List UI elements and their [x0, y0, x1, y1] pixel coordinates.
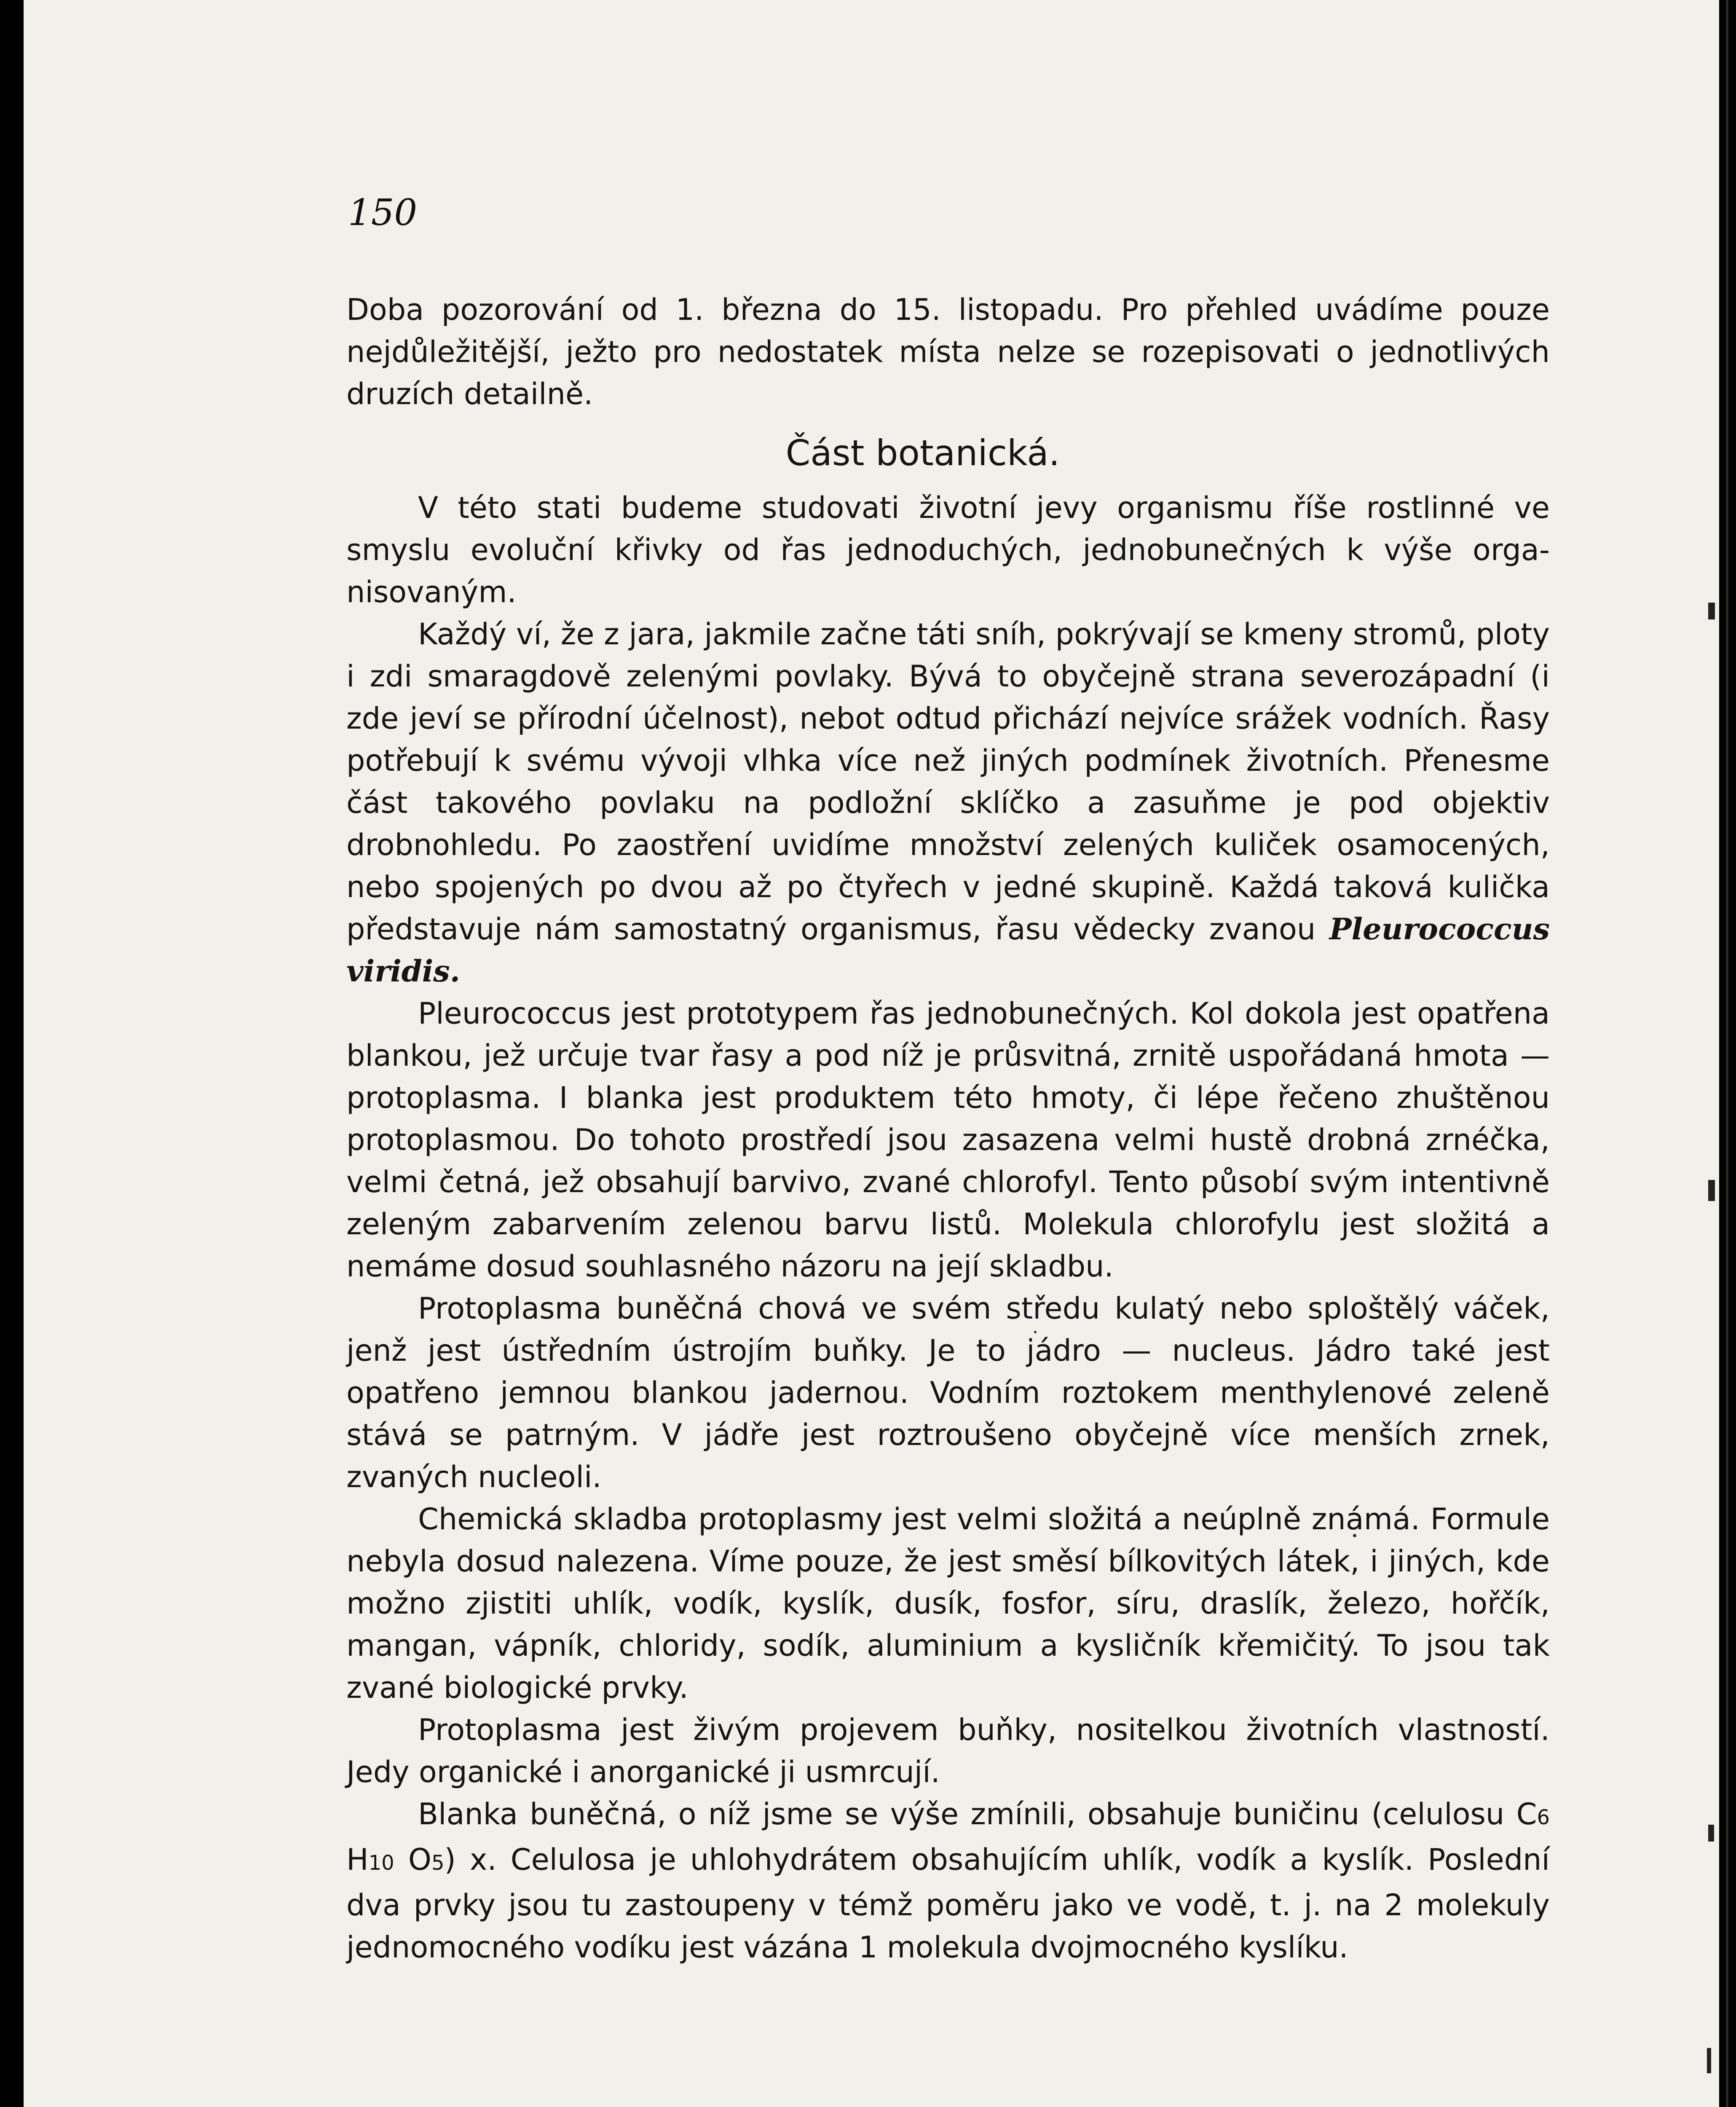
formula-index: 5 — [431, 1851, 445, 1875]
paragraph: Protoplasma jest živým projevem buňky, nositelkou životních vlastností. Jedy organické i anorganické ji usmrcují. — [346, 1713, 1550, 1789]
paragraph: Protoplasma buněčná chová ve svém středu kulatý nebo sploštělý váček, jenž jest ústředním ústrojím buňky. Je to jádro — nucleus. Jádro také jest opatřeno jemnou blankou jadernou. Vodním roztokem menthylenové zeleně stává se patrným. V jádře jest roztroušeno obyčejně více menších zrnek, zvaných nucleoli. — [346, 1291, 1550, 1494]
formula-element: O — [394, 1842, 431, 1877]
margin-mark — [1708, 1825, 1714, 1842]
formula-element: H — [346, 1842, 369, 1877]
paragraph: Pleurococcus jest prototypem řas jednobunečných. Kol dokola jest opatřena blankou, jež určuje tvar řasy a pod níž je průsvitná, zrnitě uspořádaná hmota — protoplasma. I blanka jest produktem této hmoty, či lépe řečeno zhuštěnou protoplasmou. Do tohoto prostředí jsou zasazena velmi hustě drobná zrnéčka, velmi četná, jež obsahují barvivo, zvané chlorofyl. Tento působí svým intentivně zeleným zabarvením zelenou barvu listů. Molekula chlorofylu jest složitá a nemáme dosud souhlasného názoru na její skladbu. — [346, 996, 1550, 1284]
species-name: Pleurococcus viridis. — [346, 911, 1550, 989]
margin-mark — [1708, 603, 1715, 619]
section-heading: Část botanická. — [785, 432, 1060, 474]
margin-mark — [1708, 1180, 1715, 1201]
formula-index: 6 — [1537, 1806, 1550, 1829]
page-number: 150 — [348, 192, 418, 234]
page-edge-shadow — [1726, 0, 1728, 2107]
paragraph — [346, 613, 1550, 992]
intro-paragraph: Doba pozorování od 1. března do 15. listopadu. Pro přehled uvádíme pouze nejdůležitější, ježto pro nedostatek místa nelze se rozepisovati o jednotlivých druzích detailně. — [346, 292, 1550, 411]
book-page — [24, 0, 1719, 2107]
formula-suffix: ) x. — [444, 1842, 497, 1877]
paragraph-text: Každý ví, že z jara, jakmile začne táti sníh, pokrývají se kmeny stromů, ploty i zdi smaragdově zelenými povlaky. Bývá to obyčejně strana severozápadní (i zde jeví se přírodní účelnost), nebot odtud přichází nejvíce srážek vodních. Řasy potřebují k svému vývoji vlhka více než jiných podmínek životních. Přenesme část takového povlaku na podložní sklíčko a zasuňme je pod objektiv drobnohledu. Po zaostření uvidíme množství zelených kuliček osamocených, nebo spojených po dvou až po čtyřech v jedné skupině. Každá taková kulička představuje nám samostatný organismus, řasu vědecky zvanou — [346, 617, 1550, 946]
paragraph: Chemická skladba protoplasmy jest velmi složitá a neúplně známá. Formule nebyla dosud nalezena. Víme pouze, že jest směsí bílkovitých látek, i jiných, kde možno zjistiti uhlík, vodík, kyslík, dusík, fosfor, síru, draslík, železo, hořčík, mangan, vápník, chloridy, sodík, aluminium a kysličník křemičitý. To jsou tak zvané biologické prvky. — [346, 1502, 1550, 1705]
margin-mark — [1707, 2048, 1711, 2073]
paragraph-text: Blanka buněčná, o níž jsme se výše zmínili, obsahuje buničinu (celulosu — [418, 1797, 1505, 1831]
paragraph — [346, 1793, 1550, 1968]
page-body — [346, 289, 1550, 1968]
formula-element: C — [1516, 1797, 1537, 1831]
paragraph: V této stati budeme studovati životní jevy organismu říše rostlinné ve smyslu evoluční křivky od řas jednoduchých, jednobunečných k výše organisovaným. — [346, 491, 1550, 609]
formula-index: 10 — [368, 1851, 394, 1875]
paragraph-text: Celulosa je uhlohydrátem obsahujícím uhlík, vodík a kyslík. Poslední dva prvky jsou tu zastoupeny v témž poměru jako ve vodě, t. j. na 2 molekuly jednomocného vodíku jest vázána 1 molekula dvojmocného kyslíku. — [346, 1842, 1550, 1965]
